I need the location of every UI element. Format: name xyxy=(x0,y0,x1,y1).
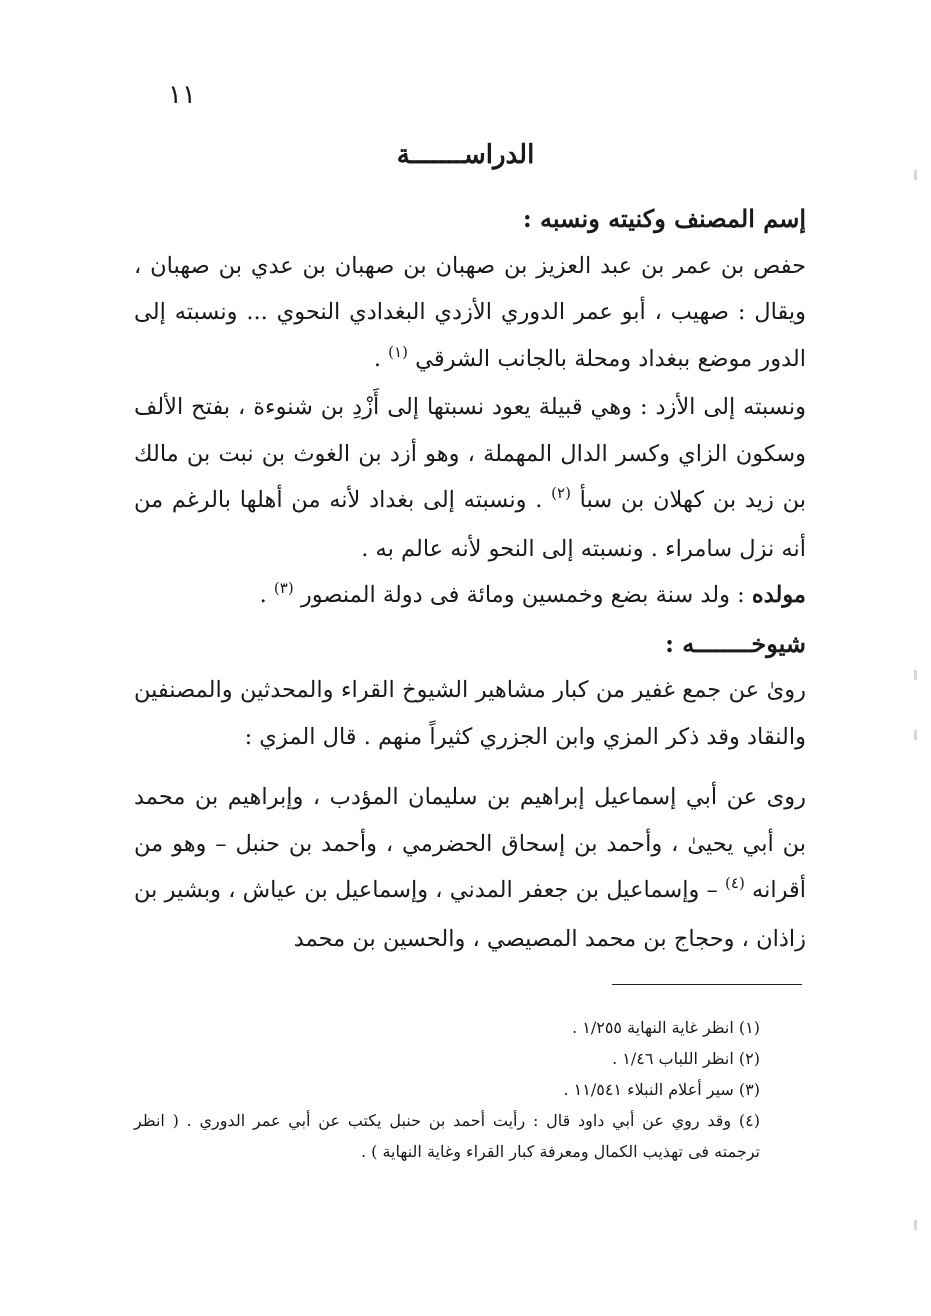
paragraph-gap xyxy=(134,760,806,774)
footnote-2: (٢) انظر اللباب ١/٤٦ . xyxy=(612,1049,760,1068)
main-text xyxy=(134,196,806,962)
footnote-4: (٤) وقد روي عن أبي داود قال : رأيت أحمد بن حنبل يكتب عن أبي عمر الدوري . ( انظر ترجمته فى تهذيب الكمال ومعرفة كبار القراء وغاية النهاية ) . xyxy=(134,1111,760,1161)
footnotes xyxy=(134,1012,806,1167)
birth-paragraph xyxy=(134,572,806,621)
azd-paragraph-text: ونسبته إلى الأزد : وهي قبيلة يعود نسبتها إلى أَزْدِ بن شنوءة ، بفتح الألف وسكون الزاي وكسر الدال المهملة ، وهو أزد بن الغوث بن نبت بن مالك بن زيد بن كهلان بن سبأ xyxy=(134,394,806,513)
mizzi-paragraph xyxy=(134,774,806,962)
birth-label: مولده xyxy=(751,582,806,608)
footnote-ref-3: (٣) xyxy=(273,579,294,597)
name-paragraph xyxy=(134,243,806,385)
footnote-divider xyxy=(612,984,802,985)
section-title: الدراســـــــة xyxy=(396,140,535,170)
page-number: ١١ xyxy=(168,80,196,110)
teachers-heading: شيوخــــــــه : xyxy=(665,628,806,658)
azd-paragraph xyxy=(134,384,806,572)
footnote-ref-2: (٢) xyxy=(551,484,571,502)
footnote-1: (١) انظر غاية النهاية ١/٢٥٥ . xyxy=(572,1018,760,1037)
name-paragraph-text: حفص بن عمر بن عبد العزيز بن صهبان بن صهبان بن عدي بن صهبان ، ويقال : صهيب ، أبو عمر الدوري الأزدي البغدادي النحوي ... ونسبته إلى الدور موضع ببغداد ومحلة بالجانب الشرقي xyxy=(134,252,806,372)
azd-paragraph-end: . ونسبته إلى بغداد لأنه من أهلها بالرغم من أنه نزل سامراء . ونسبته إلى النحو لأنه عالم به . xyxy=(134,487,806,562)
scan-edge-marks xyxy=(909,170,917,1270)
birth-text: : ولد سنة بضع وخمسين ومائة فى دولة المنصور xyxy=(300,582,745,608)
mizzi-paragraph-text: روى عن أبي إسماعيل إبراهيم بن سليمان المؤدب ، وإبراهيم بن محمد بن أبي يحيىٰ ، وأحمد بن إسحاق الحضرمي ، وأحمد بن حنبل – وهو من أقرانه xyxy=(134,784,807,903)
name-paragraph-end: . xyxy=(373,345,381,372)
mizzi-paragraph-end: – وإسماعيل بن جعفر المدني ، وإسماعيل بن عياش ، وبشير بن زاذان ، وحجاج بن محمد المصيصي ، والحسين بن محمد xyxy=(134,877,806,952)
footnote-3: (٣) سير أعلام النبلاء ١١/٥٤١ . xyxy=(563,1080,760,1099)
teachers-paragraph: روىٰ عن جمع غفير من كبار مشاهير الشيوخ القراء والمحدثين والمصنفين والنقاد وقد ذكر المزي وابن الجزري كثيراً منهم . قال المزي : xyxy=(134,677,806,750)
footnote-ref-1: (١) xyxy=(388,342,408,361)
footnote-ref-4: (٤) xyxy=(725,874,745,892)
name-heading: إسم المصنف وكنيته ونسبه : xyxy=(522,204,806,233)
birth-end: . xyxy=(259,582,267,608)
